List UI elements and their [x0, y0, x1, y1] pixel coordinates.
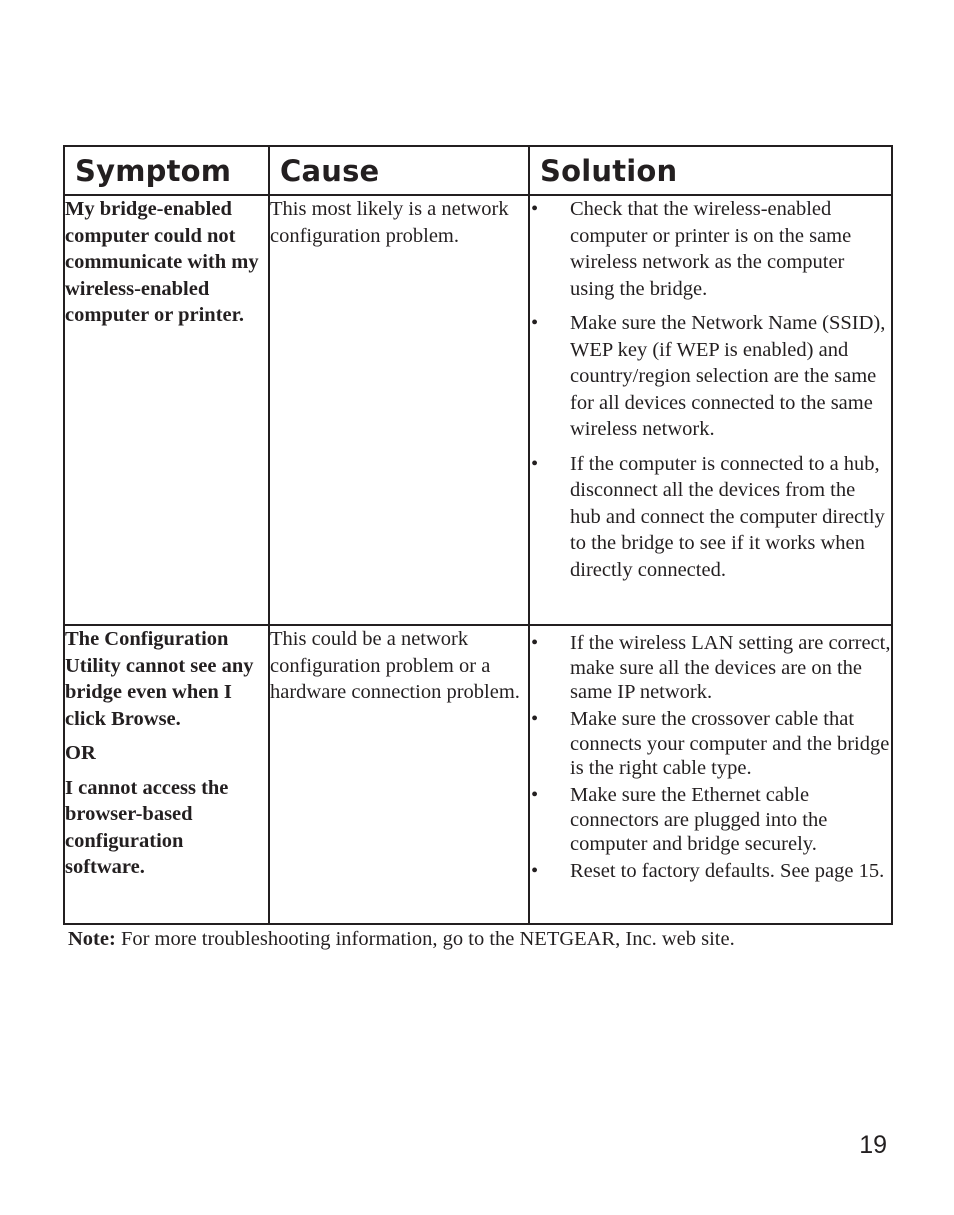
symptom-text: My bridge-enabled computer could not communicate with my wireless-enabled computer or printer.	[65, 198, 259, 326]
table-row	[64, 195, 892, 625]
solution-text: Make sure the Network Name (SSID), WEP key (if WEP is enabled) and country/region selection are the same for all devices connected to the same wireless network.	[570, 312, 886, 440]
table-row	[64, 625, 892, 924]
solution-item	[530, 859, 891, 884]
cause-cell	[269, 625, 529, 924]
solution-cell	[529, 195, 892, 625]
solution-text: Make sure the crossover cable that connects your computer and the bridge is the right cable type.	[570, 708, 890, 779]
solution-list	[530, 631, 891, 884]
solution-item	[530, 707, 891, 781]
bullet-icon: •	[531, 312, 539, 334]
header-cause: Cause	[269, 146, 529, 195]
symptom-or-text: OR	[65, 742, 96, 764]
solution-text: Reset to factory defaults. See page 15.	[570, 860, 885, 882]
header-symptom: Symptom	[64, 146, 269, 195]
solution-text: If the wireless LAN setting are correct, make sure all the devices are on the same IP network.	[570, 632, 891, 703]
solution-item	[530, 451, 891, 584]
header-solution: Solution	[529, 146, 892, 195]
bullet-icon: •	[531, 632, 539, 654]
solution-text: Check that the wireless-enabled computer or printer is on the same wireless network as the computer using the bridge.	[570, 198, 852, 300]
cause-cell	[269, 195, 529, 625]
symptom-cell	[64, 625, 269, 924]
solution-item	[530, 310, 891, 443]
note-text: For more troubleshooting information, go to the NETGEAR, Inc. web site.	[120, 928, 735, 950]
solution-item	[530, 631, 891, 705]
solution-text: Make sure the Ethernet cable connectors are plugged into the computer and bridge securely.	[570, 784, 828, 855]
symptom-text: The Configuration Utility cannot see any bridge even when I click Browse.	[65, 628, 254, 730]
table-header-row	[64, 146, 892, 195]
solution-list	[530, 196, 891, 583]
solution-item	[530, 196, 891, 302]
page-number: 19	[859, 1131, 887, 1159]
cause-text: This most likely is a network configuration problem.	[270, 198, 509, 247]
bullet-icon: •	[531, 708, 539, 730]
solution-item	[530, 783, 891, 857]
note-label: Note:	[68, 928, 116, 950]
bullet-icon: •	[531, 860, 539, 882]
symptom-text: I cannot access the browser-based configuration software.	[65, 776, 229, 878]
note	[68, 926, 735, 952]
bullet-icon: •	[531, 198, 539, 220]
bullet-icon: •	[531, 452, 539, 475]
bullet-icon: •	[531, 784, 539, 806]
symptom-cell	[64, 195, 269, 625]
troubleshooting-table	[63, 145, 893, 925]
solution-text: If the computer is connected to a hub, disconnect all the devices from the hub and connect the computer directly to the bridge to see if it works when directly connected.	[570, 452, 885, 581]
solution-cell	[529, 625, 892, 924]
cause-text: This could be a network configuration problem or a hardware connection problem.	[270, 628, 520, 703]
